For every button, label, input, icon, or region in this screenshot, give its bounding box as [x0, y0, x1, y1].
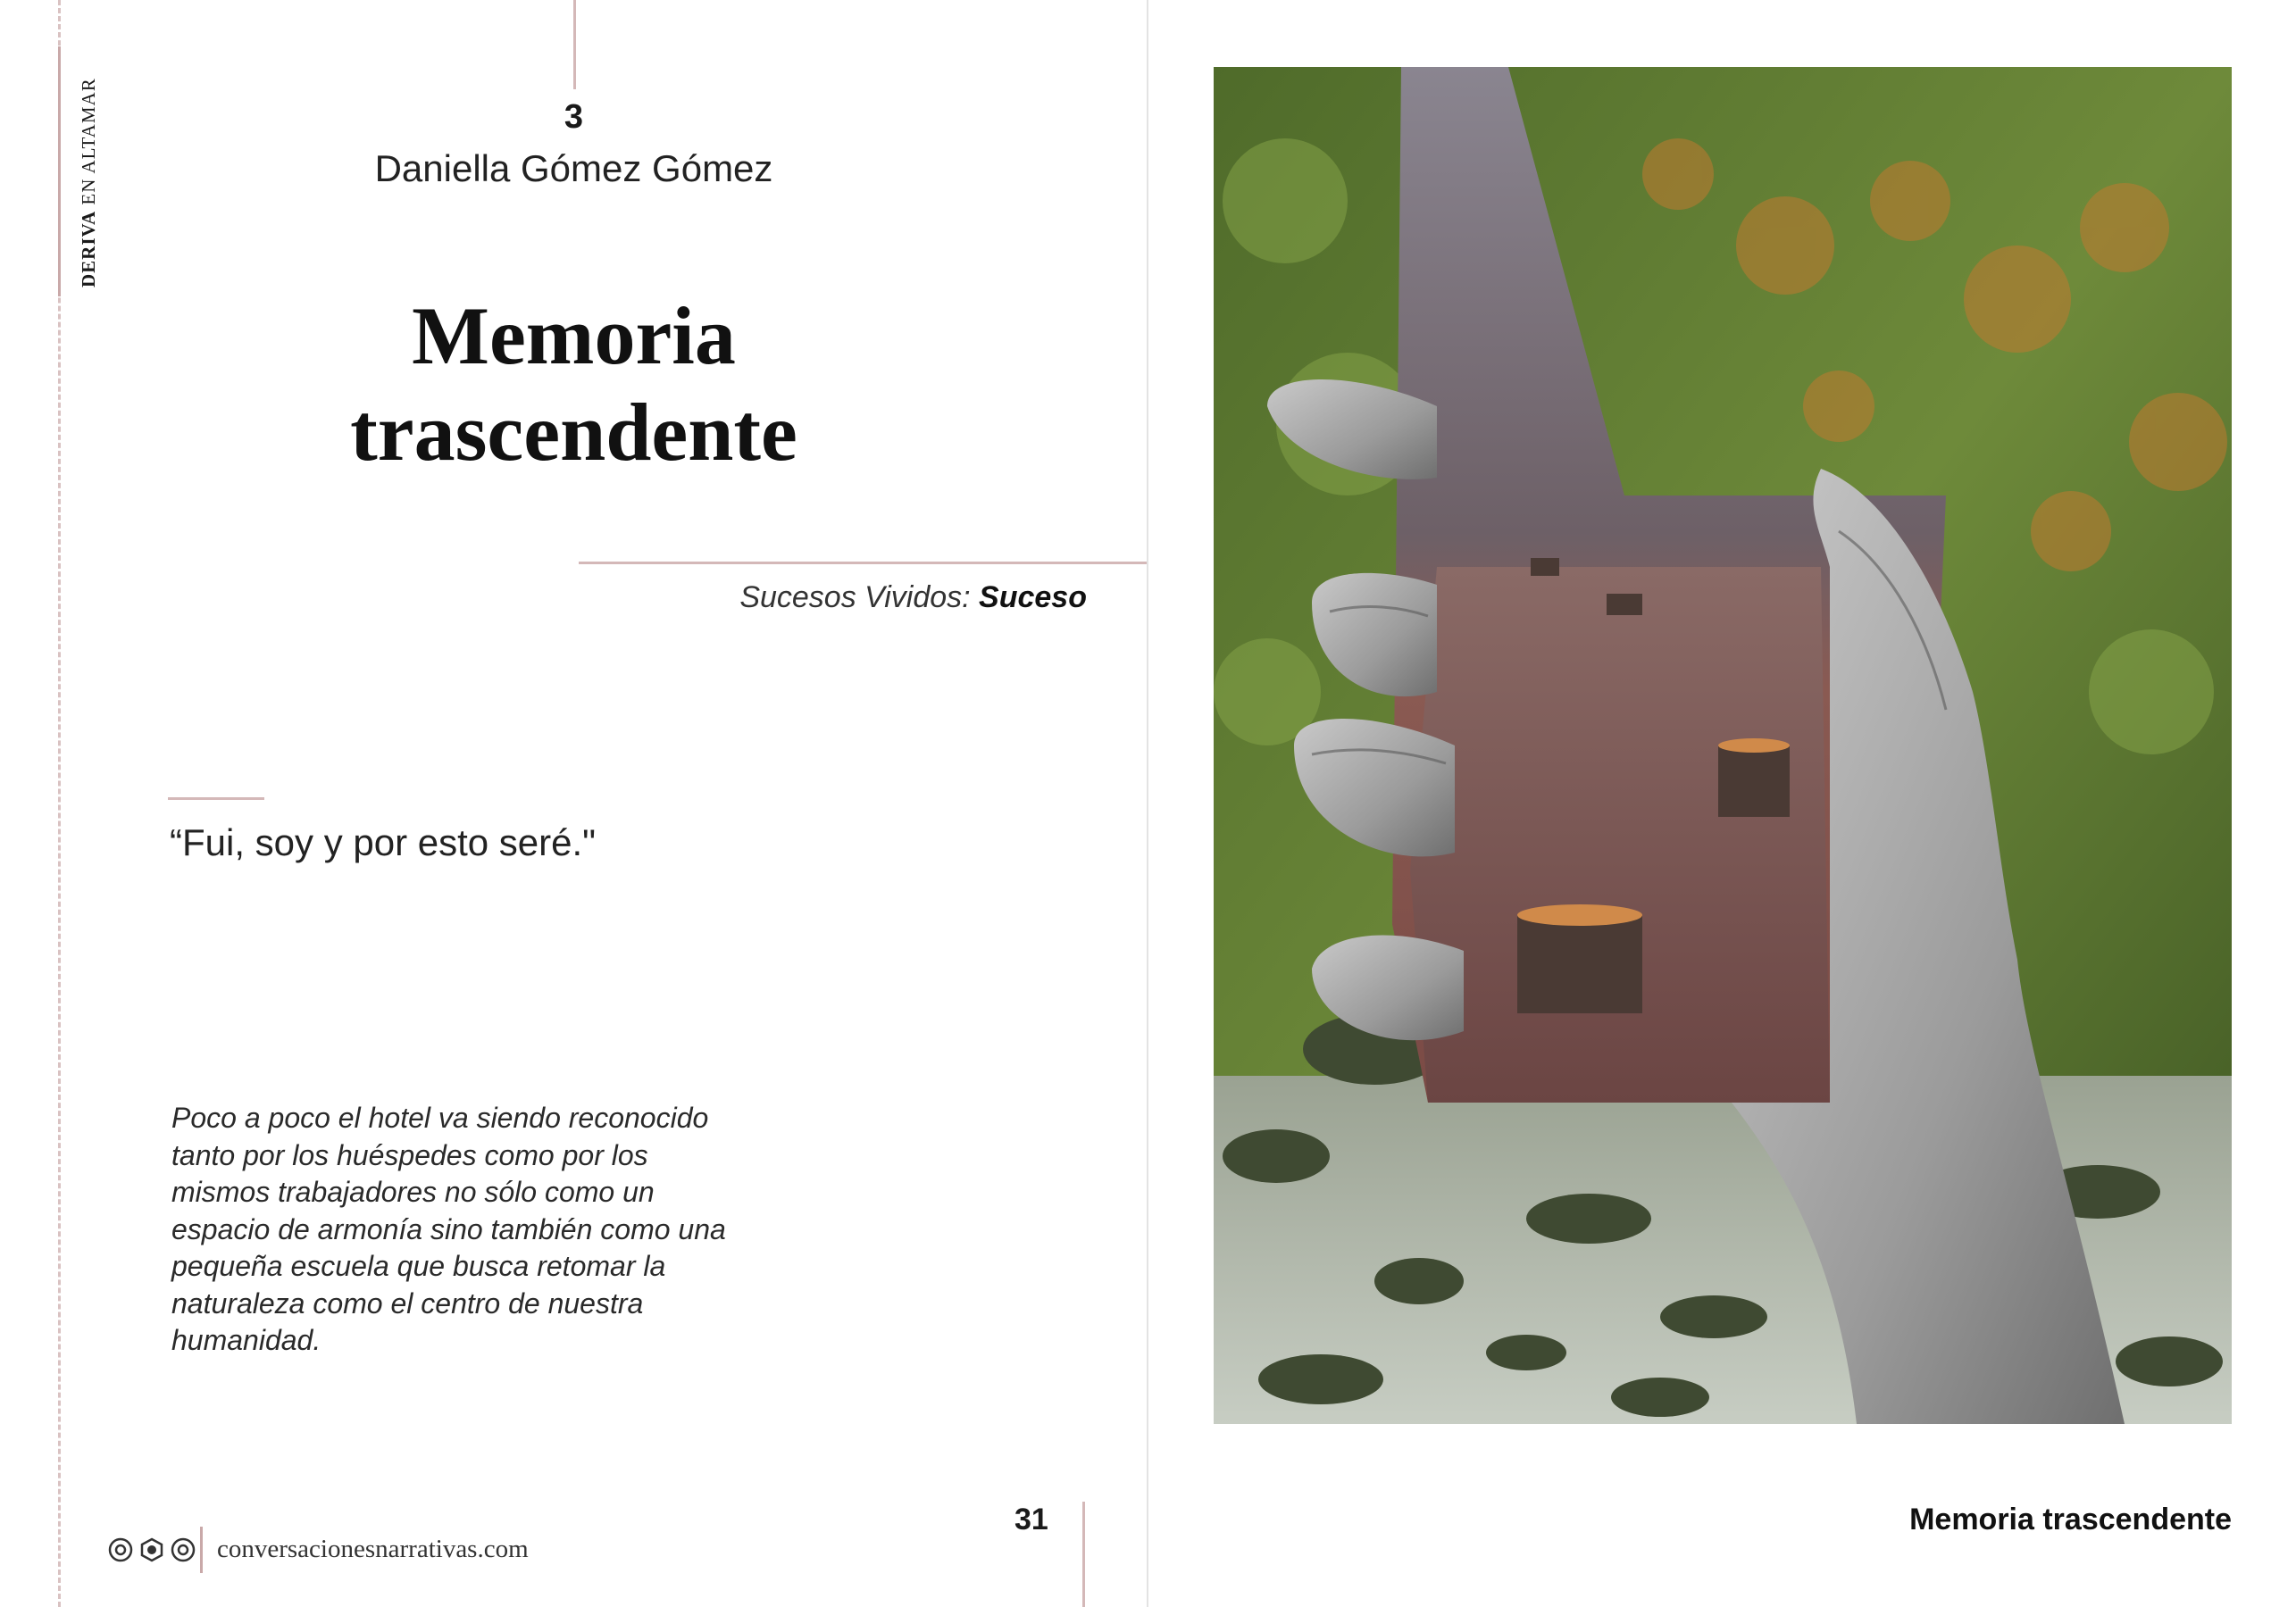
section-title-bold: DERIVA — [78, 210, 99, 287]
collage-illustration — [1214, 67, 2232, 1424]
bottom-divider-tick — [1082, 1502, 1085, 1607]
section-title-rest: EN ALTAMAR — [78, 78, 99, 211]
page-number: 31 — [1014, 1503, 1048, 1536]
quote-rule — [168, 797, 264, 800]
chapter-number: 3 — [564, 98, 584, 136]
publisher-logo-icon — [107, 1536, 196, 1563]
title-line-1: Memoria — [412, 290, 736, 381]
pull-quote: “Fui, soy y por esto seré." — [170, 821, 597, 863]
article-title — [0, 287, 1148, 480]
excerpt-paragraph: Poco a poco el hotel va siendo reconocido tanto por los huéspedes como por los mismos trabajadores no sólo como un espacio de armonía sino también como una pequeña escuela que busca retomar la naturaleza como el centro de nuestra humanidad. — [171, 1102, 726, 1356]
footer-website-link[interactable]: conversacionesnarrativas.com — [217, 1535, 529, 1563]
footer-divider — [200, 1527, 203, 1573]
author-name: Daniella Gómez Gómez — [374, 147, 773, 189]
category-line — [739, 580, 1087, 615]
title-rule — [579, 562, 1148, 564]
category-value: Suceso — [979, 580, 1087, 614]
title-line-2: trascendente — [350, 387, 797, 478]
running-title: Memoria trascendente — [1909, 1503, 2232, 1536]
category-label: Sucesos Vividos: — [739, 580, 980, 614]
top-divider-tick — [573, 0, 576, 89]
right-page — [1148, 0, 2296, 1607]
